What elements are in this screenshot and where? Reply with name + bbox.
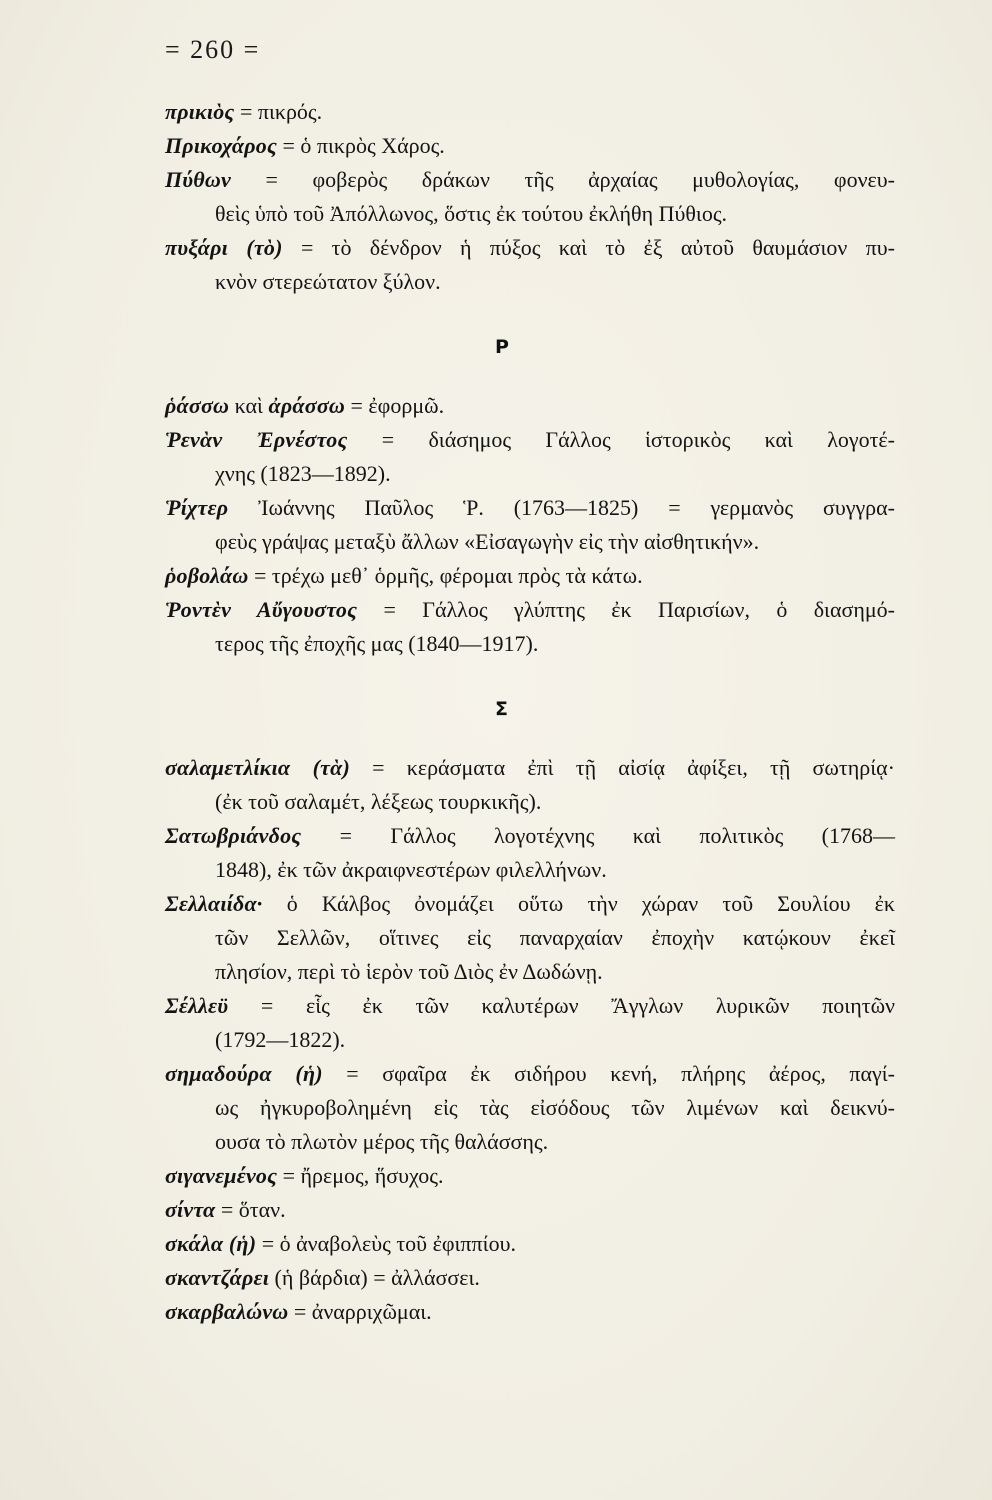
definition-text: κνὸν στερεώτατον ξύλον. [215, 269, 441, 294]
definition-text: καὶ [229, 393, 269, 418]
headword: ῥάσσω [165, 393, 230, 418]
definition-text: = Γάλλος λογοτέχνης καὶ πολιτικὸς (1768— [301, 823, 895, 848]
entry-first-line [165, 95, 895, 129]
section-letter-heading: Ρ [495, 336, 509, 358]
entry-continuation-line [215, 627, 895, 661]
glossary-entry [165, 1227, 895, 1261]
headword: Ῥίχτερ [165, 495, 229, 520]
entry-first-line [165, 559, 895, 593]
definition-text: = κεράσματα ἐπὶ τῇ αἰσίᾳ ἀφίξει, τῇ σωτηρίᾳ· [349, 755, 895, 780]
headword: σίντα [165, 1197, 216, 1222]
entry-first-line [165, 1159, 895, 1193]
definition-text: φεὺς γράψας μεταξὺ ἄλλων «Εἰσαγωγὴν εἰς τὴν αἰσθητικήν». [215, 529, 760, 554]
definition-text: = ἤρεμος, ἥσυχος. [277, 1163, 444, 1188]
glossary-entry [165, 1295, 895, 1329]
headword: σιγανεμένος [165, 1163, 278, 1188]
definition-text: Ἰωάννης Παῦλος Ῥ. (1763—1825) = γερμανὸς συγγρα- [228, 495, 895, 520]
entry-first-line [165, 751, 895, 785]
definition-text: = διάσημος Γάλλος ἱστορικὸς καὶ λογοτέ- [347, 427, 895, 452]
entry-first-line [165, 423, 895, 457]
entry-first-line [165, 819, 895, 853]
entry-first-line [165, 491, 895, 525]
entry-continuation-line [215, 955, 895, 989]
definition-text: ὁ Κάλβος ὀνομάζει οὕτω τὴν χώραν τοῦ Σουλίου ἐκ [262, 891, 895, 916]
glossary-entry [165, 423, 895, 491]
headword: Πρικοχάρος [165, 133, 277, 158]
definition-text: = Γάλλος γλύπτης ἐκ Παρισίων, ὁ διασημό- [357, 597, 895, 622]
headword: Σελλαιίδα· [165, 891, 263, 916]
entry-continuation-line [215, 1125, 895, 1159]
entry-first-line [165, 593, 895, 627]
entry-continuation-line [215, 525, 895, 559]
glossary-entry [165, 1261, 895, 1295]
definition-text: τερος τῆς ἐποχῆς μας (1840—1917). [215, 631, 539, 656]
definition-text: 1848), ἐκ τῶν ἀκραιφνεστέρων φιλελλήνων. [215, 857, 607, 882]
entry-continuation-line [215, 265, 895, 299]
glossary-entry [165, 559, 895, 593]
headword: σαλαμετλίκια (τὰ) [165, 755, 350, 780]
definition-text: χνης (1823—1892). [215, 461, 391, 486]
entry-first-line [165, 887, 895, 921]
entry-first-line [165, 1261, 895, 1295]
entry-continuation-line [215, 197, 895, 231]
entry-first-line [165, 1057, 895, 1091]
definition-text: = ἀναρριχῶμαι. [288, 1299, 432, 1324]
headword: πυξάρι (τὸ) [165, 235, 283, 260]
glossary-entry [165, 593, 895, 661]
headword: ἀράσσω [268, 393, 345, 418]
headword: Πύθων [165, 167, 231, 192]
glossary-entry [165, 751, 895, 819]
entry-first-line [165, 989, 895, 1023]
glossary-entry [165, 1159, 895, 1193]
headword: ῥοβολάω [165, 563, 249, 588]
definition-text: = τρέχω μεθ᾽ ὁρμῆς, φέρομαι πρὸς τὰ κάτω. [248, 563, 643, 588]
definition-text: = ὁ πικρὸς Χάρος. [276, 133, 445, 158]
glossary-entry [165, 1057, 895, 1159]
glossary-entry [165, 389, 895, 423]
entry-first-line [165, 389, 895, 423]
section-letter-heading: Σ [495, 698, 508, 720]
definition-text: (ἡ βάρδια) = ἀλλάσσει. [269, 1265, 480, 1290]
headword: σκαντζάρει [165, 1265, 270, 1290]
glossary-entry [165, 989, 895, 1057]
definition-text: = ἐφορμῶ. [345, 393, 445, 418]
definition-text: (ἐκ τοῦ σαλαμέτ, λέξεως τουρκικῆς). [215, 789, 542, 814]
definition-text: ως ἠγκυροβολημένη εἰς τὰς εἰσόδους τῶν λιμένων καὶ δεικνύ- [215, 1095, 895, 1120]
headword: πρικιὸς [165, 99, 235, 124]
glossary-entry [165, 491, 895, 559]
headword: σημαδούρα (ἡ) [165, 1061, 323, 1086]
definition-text: = ὁ ἀναβολεὺς τοῦ ἐφιππίου. [256, 1231, 516, 1256]
headword: Ῥενὰν Ἐρνέστος [165, 427, 348, 452]
entry-first-line [165, 129, 895, 163]
entry-first-line [165, 1193, 895, 1227]
definition-text: θεὶς ὑπὸ τοῦ Ἀπόλλωνος, ὅστις ἐκ τούτου ἐκλήθη Πύθιος. [215, 201, 728, 226]
definition-text: ουσα τὸ πλωτὸν μέρος τῆς θαλάσσης. [215, 1129, 549, 1154]
headword: Σατωβριάνδος [165, 823, 302, 848]
entry-continuation-line [215, 1091, 895, 1125]
entry-first-line [165, 231, 895, 265]
page-number: = 260 = [165, 35, 261, 64]
definition-text: = τὸ δένδρον ἡ πύξος καὶ τὸ ἐξ αὐτοῦ θαυμάσιον πυ- [282, 235, 895, 260]
glossary-text-body [165, 95, 895, 1329]
definition-text: τῶν Σελλῶν, οἵτινες εἰς παναρχαίαν ἐποχὴν κατῴκουν ἐκεῖ [215, 925, 895, 950]
glossary-entry [165, 819, 895, 887]
entry-continuation-line [215, 921, 895, 955]
definition-text: = πικρός. [234, 99, 323, 124]
glossary-entry [165, 887, 895, 989]
glossary-entry [165, 129, 895, 163]
headword: Σέλλεϋ [165, 993, 229, 1018]
headword: σκάλα (ἡ) [165, 1231, 257, 1256]
glossary-entry [165, 95, 895, 129]
entry-continuation-line [215, 457, 895, 491]
glossary-entry [165, 231, 895, 299]
glossary-entry [165, 1193, 895, 1227]
glossary-entry [165, 163, 895, 231]
headword: Ῥοντὲν Αὔγουστος [165, 597, 358, 622]
entry-continuation-line [215, 853, 895, 887]
headword: σκαρβαλώνω [165, 1299, 289, 1324]
definition-text: = εἷς ἐκ τῶν καλυτέρων Ἄγγλων λυρικῶν ποιητῶν [228, 993, 895, 1018]
definition-text: = σφαῖρα ἐκ σιδήρου κενή, πλήρης ἀέρος, παγί- [322, 1061, 895, 1086]
definition-text: πλησίον, περὶ τὸ ἱερὸν τοῦ Διὸς ἐν Δωδώνῃ. [215, 959, 603, 984]
definition-text: = ὅταν. [215, 1197, 286, 1222]
entry-continuation-line [215, 1023, 895, 1057]
entry-first-line [165, 163, 895, 197]
entry-continuation-line [215, 785, 895, 819]
entry-first-line [165, 1295, 895, 1329]
definition-text: (1792—1822). [215, 1027, 346, 1052]
definition-text: = φοβερὸς δράκων τῆς ἀρχαίας μυθολογίας, φονευ- [230, 167, 895, 192]
entry-first-line [165, 1227, 895, 1261]
